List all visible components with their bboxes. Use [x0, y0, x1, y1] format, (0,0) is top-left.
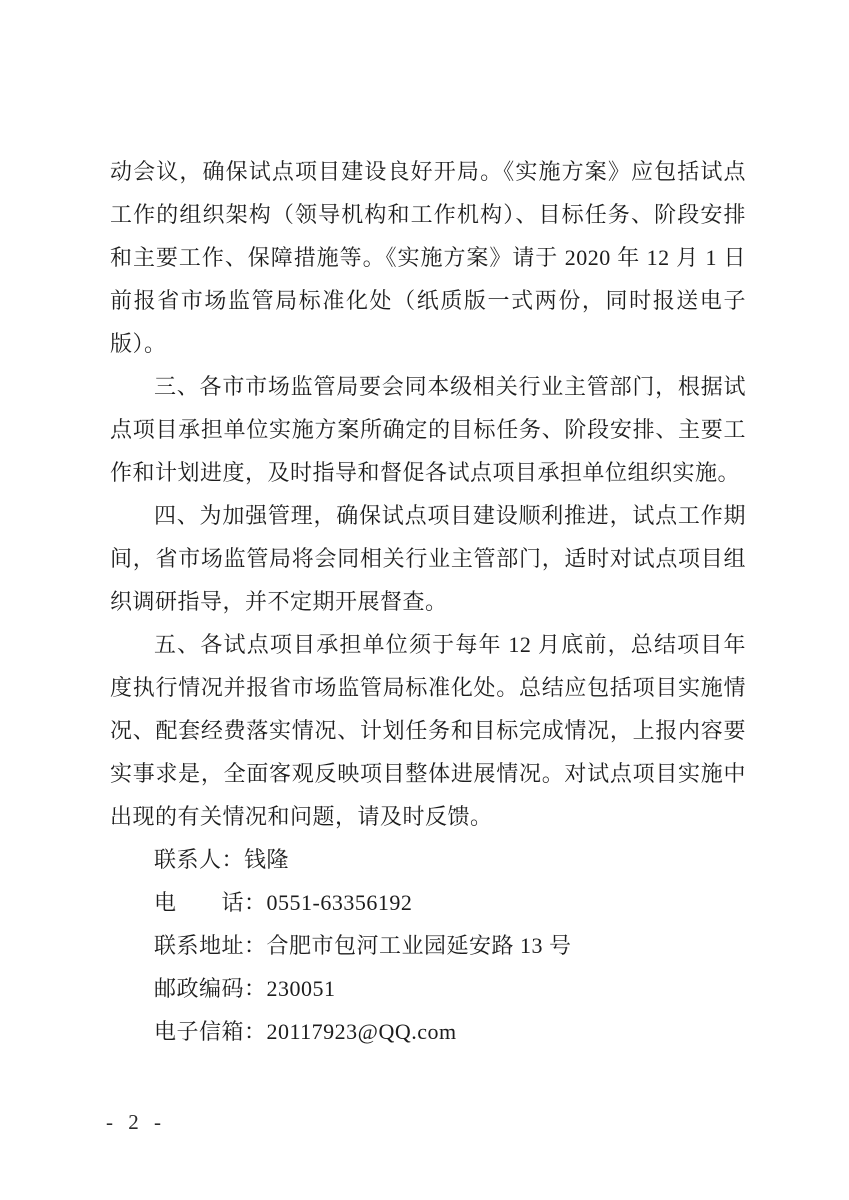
paragraph-item-three: 三、各市市场监管局要会同本级相关行业主管部门，根据试点项目承担单位实施方案所确定的目标任务、阶段安排、主要工作和计划进度，及时指导和督促各试点项目承担单位组织实施。 [110, 374, 746, 485]
contact-email-line: 电子信箱：20117923@QQ.com [154, 1019, 457, 1044]
contact-person-line: 联系人：钱隆 [154, 847, 290, 872]
paragraph-item-five: 五、各试点项目承担单位须于每年 12 月底前，总结项目年度执行情况并报省市场监管局标准化处。总结应包括项目实施情况、配套经费落实情况、计划任务和目标完成情况，上报内容要实事求是，全面客观反映项目整体进展情况。对试点项目实施中出现的有关情况和问题，请及时反馈。 [110, 632, 746, 829]
contact-phone-line: 电 话：0551-63356192 [154, 890, 413, 915]
contact-postal-code-line: 邮政编码：230051 [154, 976, 336, 1001]
contact-address-line: 联系地址：合肥市包河工业园延安路 13 号 [154, 933, 572, 958]
document-body [110, 150, 746, 1053]
paragraph-continuation: 动会议，确保试点项目建设良好开局。《实施方案》应包括试点工作的组织架构（领导机构和工作机构）、目标任务、阶段安排和主要工作、保障措施等。《实施方案》请于 2020 年 12 月 1 日前报省市场监管局标准化处（纸质版一式两份，同时报送电子版）。 [110, 159, 746, 356]
page-number: - 2 - [106, 1110, 166, 1134]
paragraph-item-four: 四、为加强管理，确保试点项目建设顺利推进，试点工作期间，省市场监管局将会同相关行业主管部门，适时对试点项目组织调研指导，并不定期开展督查。 [110, 503, 746, 614]
